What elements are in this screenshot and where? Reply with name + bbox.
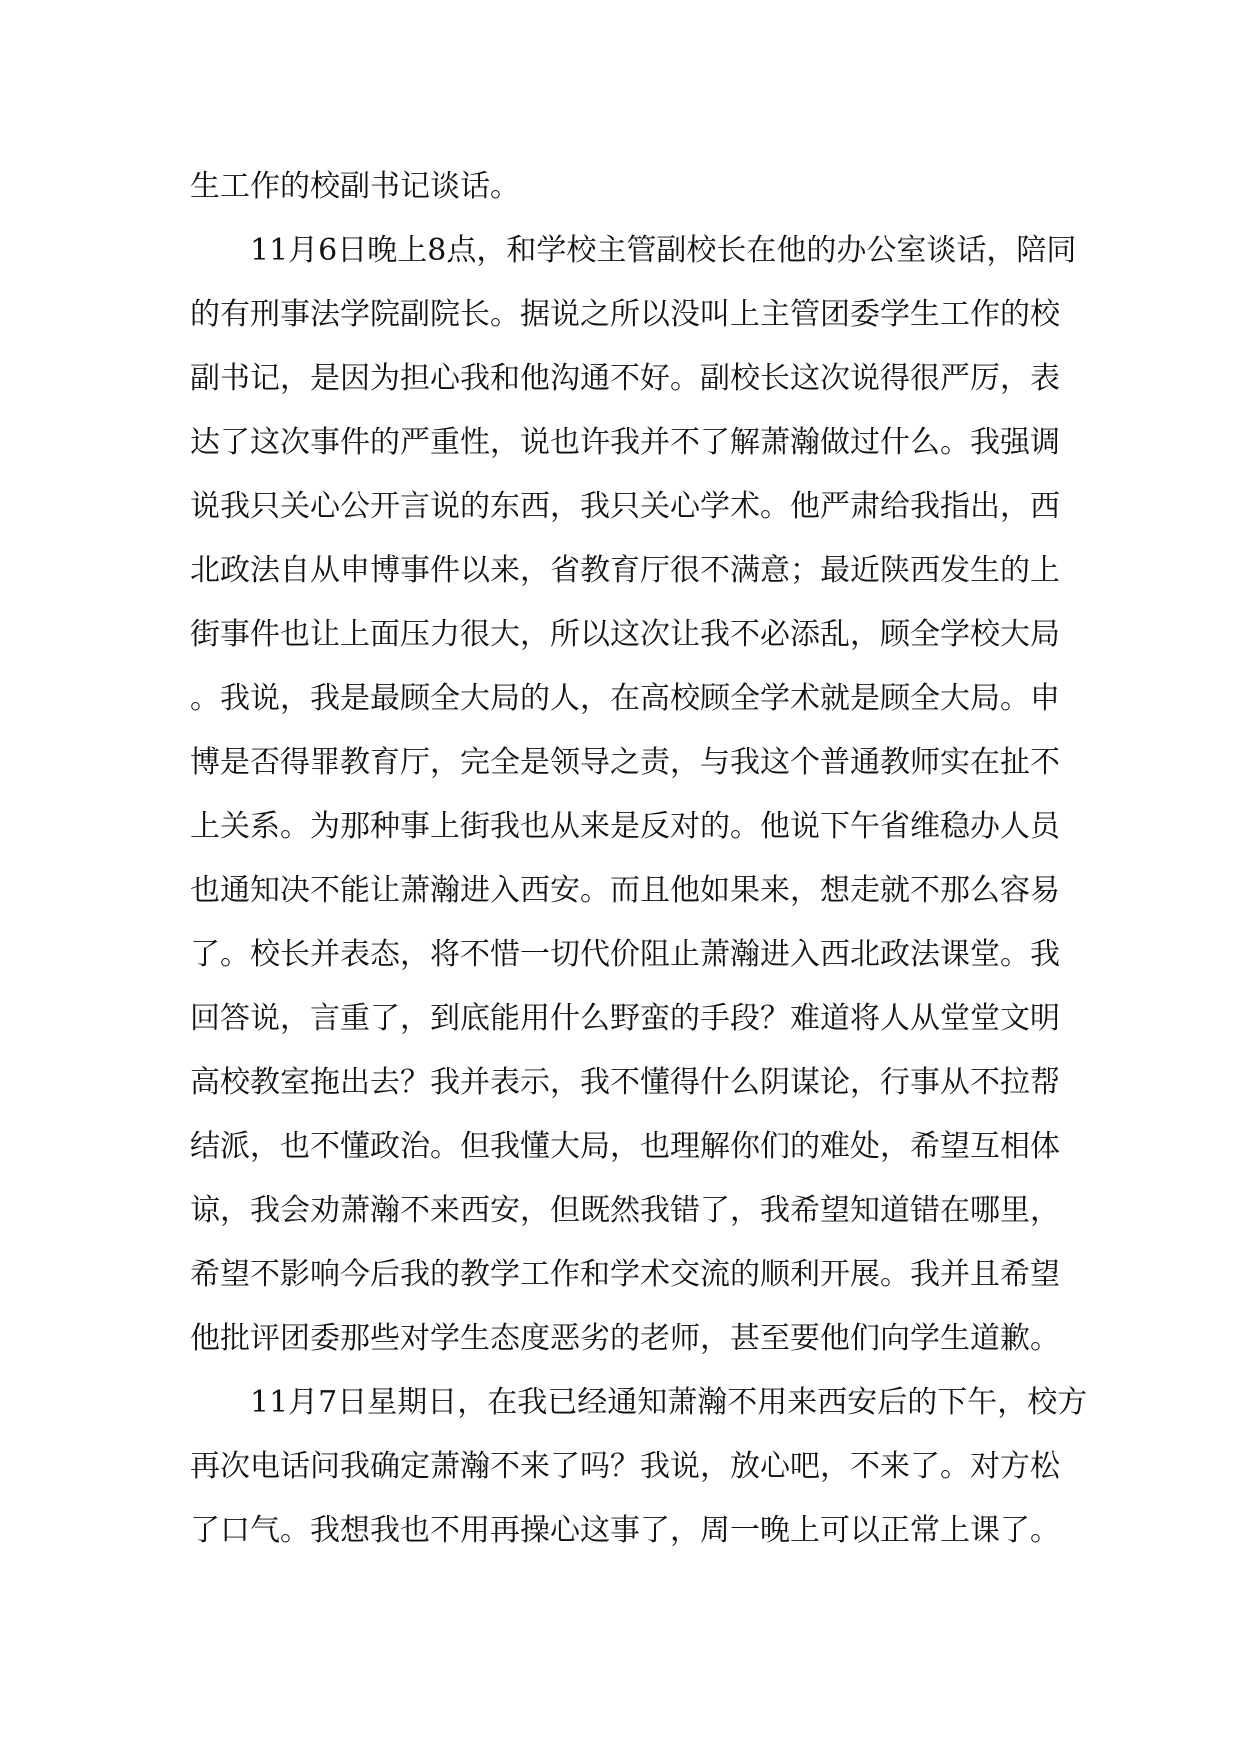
text-line: 谅，我会劝萧瀚不来西安，但既然我错了，我希望知道错在哪里，	[190, 1193, 1060, 1228]
text-line: 博是否得罪教育厅，完全是领导之责，与我这个普通教师实在扯不	[190, 745, 1060, 780]
text-line: 生工作的校副书记谈话。	[190, 169, 520, 204]
text-line: 结派，也不懂政治。但我懂大局，也理解你们的难处，希望互相体	[190, 1129, 1060, 1164]
text-line: 希望不影响今后我的教学工作和学术交流的顺利开展。我并且希望	[190, 1257, 1060, 1292]
text-line: 。我说，我是最顾全大局的人，在高校顾全学术就是顾全大局。申	[190, 681, 1060, 716]
text-line: 说我只关心公开言说的东西，我只关心学术。他严肃给我指出，西	[190, 489, 1060, 524]
text-line: 了。校长并表态，将不惜一切代价阻止萧瀚进入西北政法课堂。我	[190, 937, 1060, 972]
text-line: 高校教室拖出去？我并表示，我不懂得什么阴谋论，行事从不拉帮	[190, 1065, 1060, 1100]
text-line: 他批评团委那些对学生态度恶劣的老师，甚至要他们向学生道歉。	[190, 1321, 1060, 1356]
text-line: 回答说，言重了，到底能用什么野蛮的手段？难道将人从堂堂文明	[190, 1001, 1060, 1036]
text-line: 上关系。为那种事上街我也从来是反对的。他说下午省维稳办人员	[190, 809, 1060, 844]
text-line: 再次电话问我确定萧瀚不来了吗？我说，放心吧，不来了。对方松	[190, 1449, 1060, 1484]
text-line: 11月6日晚上8点，和学校主管副校长在他的办公室谈话，陪同	[250, 233, 1077, 268]
text-line: 也通知决不能让萧瀚进入西安。而且他如果来，想走就不那么容易	[190, 873, 1060, 908]
text-line: 街事件也让上面压力很大，所以这次让我不必添乱，顾全学校大局	[190, 617, 1060, 652]
text-line: 副书记，是因为担心我和他沟通不好。副校长这次说得很严厉，表	[190, 361, 1060, 396]
text-line: 北政法自从申博事件以来，省教育厅很不满意；最近陕西发生的上	[190, 553, 1060, 588]
text-line: 达了这次事件的严重性，说也许我并不了解萧瀚做过什么。我强调	[190, 425, 1060, 460]
text-line: 的有刑事法学院副院长。据说之所以没叫上主管团委学生工作的校	[190, 297, 1060, 332]
text-line: 了口气。我想我也不用再操心这事了，周一晚上可以正常上课了。	[190, 1513, 1060, 1548]
text-line: 11月7日星期日，在我已经通知萧瀚不用来西安后的下午，校方	[250, 1385, 1088, 1420]
document-text-body	[190, 155, 1088, 1563]
